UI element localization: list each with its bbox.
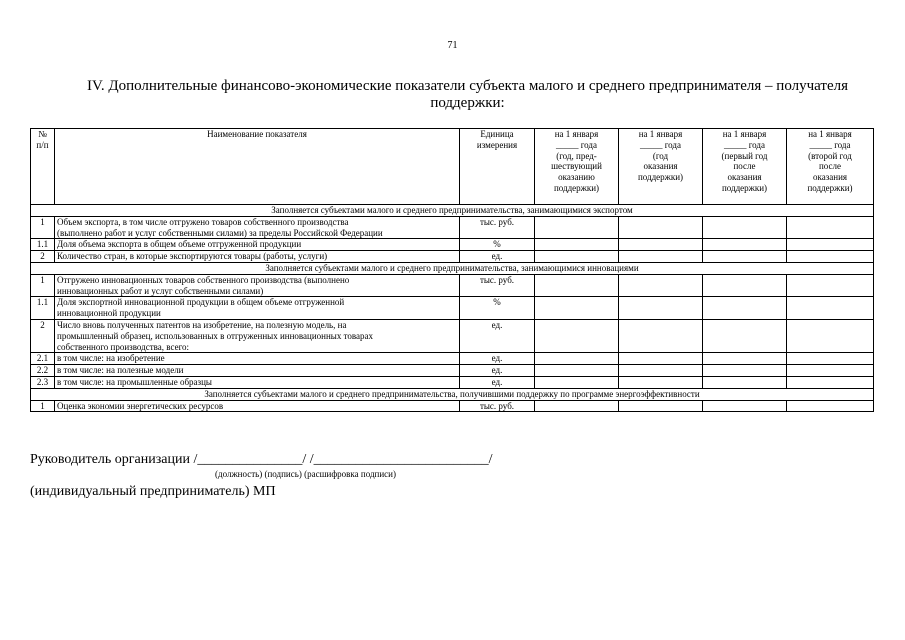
value-cell[interactable] xyxy=(787,400,874,412)
value-cell[interactable] xyxy=(619,365,703,377)
indicator-name xyxy=(55,297,460,320)
unit-cell: ед. xyxy=(460,353,535,365)
page-number: 71 xyxy=(447,40,458,51)
header-name: Наименование показателя xyxy=(55,129,460,205)
value-cell[interactable] xyxy=(703,274,787,297)
value-cell[interactable] xyxy=(703,216,787,239)
indicator-name xyxy=(55,353,460,365)
value-cell[interactable] xyxy=(535,239,619,251)
page-title xyxy=(50,78,885,112)
table-row xyxy=(31,400,874,412)
indicator-name-line: Оценка экономии энергетических ресурсов xyxy=(57,400,224,411)
value-cell[interactable] xyxy=(703,376,787,388)
value-cell[interactable] xyxy=(787,274,874,297)
value-cell[interactable] xyxy=(787,216,874,239)
value-cell[interactable] xyxy=(787,239,874,251)
indicator-name-line: Доля экспортной инновационной продукции в общем объеме отгруженной xyxy=(57,297,345,308)
indicator-name xyxy=(55,400,460,412)
indicator-name xyxy=(55,274,460,297)
indicator-name-line: Число вновь полученных патентов на изобретение, на полезную модель, на xyxy=(57,319,347,330)
value-cell[interactable] xyxy=(619,251,703,263)
row-number: 2.2 xyxy=(31,365,55,377)
row-number: 2.1 xyxy=(31,353,55,365)
indicator-name-line: инновационных работ и услуг собственными силами) xyxy=(57,285,264,296)
table-row xyxy=(31,365,874,377)
entrepreneur-line: (индивидуальный предприниматель) МП xyxy=(30,484,276,499)
header-col-1: на 1 января _____ года (год, пред- шествующий оказанию поддержки) xyxy=(535,129,619,205)
indicator-name-line: в том числе: на изобретение xyxy=(57,353,165,364)
value-cell[interactable] xyxy=(619,239,703,251)
value-cell[interactable] xyxy=(787,319,874,352)
value-cell[interactable] xyxy=(787,297,874,320)
row-number: 2 xyxy=(31,251,55,263)
value-cell[interactable] xyxy=(535,400,619,412)
value-cell[interactable] xyxy=(619,319,703,352)
header-col-2: на 1 января _____ года (год оказания поддержки) xyxy=(619,129,703,205)
indicators-table xyxy=(30,128,874,412)
table-row xyxy=(31,376,874,388)
value-cell[interactable] xyxy=(703,319,787,352)
unit-cell: ед. xyxy=(460,365,535,377)
indicator-name-line: инновационной продукции xyxy=(57,308,161,319)
indicator-name xyxy=(55,251,460,263)
signature-hint: (должность) (подпись) (расшифровка подписи) xyxy=(215,469,396,479)
indicator-name xyxy=(55,365,460,377)
value-cell[interactable] xyxy=(703,239,787,251)
value-cell[interactable] xyxy=(703,353,787,365)
header-col-3: на 1 января _____ года (первый год после оказания поддержки) xyxy=(703,129,787,205)
indicator-name-line: Количество стран, в которые экспортируются товары (работы, услуги) xyxy=(57,251,328,262)
row-number: 2 xyxy=(31,319,55,352)
table-row xyxy=(31,319,874,352)
row-number: 1 xyxy=(31,216,55,239)
unit-cell: тыс. руб. xyxy=(460,274,535,297)
title-line-2: поддержки: xyxy=(430,95,505,111)
row-number: 1.1 xyxy=(31,239,55,251)
indicator-name xyxy=(55,216,460,239)
indicator-name-line: Объем экспорта, в том числе отгружено товаров собственного производства xyxy=(57,216,349,227)
value-cell[interactable] xyxy=(535,274,619,297)
indicator-name-line: Отгружено инновационных товаров собственного производства (выполнено xyxy=(57,274,350,285)
indicator-name-line: промышленный образец, использованных в отгруженных инновационных товарах xyxy=(57,330,374,341)
unit-cell: тыс. руб. xyxy=(460,216,535,239)
value-cell[interactable] xyxy=(787,251,874,263)
indicator-name-line: собственного производства, всего: xyxy=(57,341,190,352)
table-row xyxy=(31,274,874,297)
value-cell[interactable] xyxy=(787,376,874,388)
section-title: Заполняется субъектами малого и среднего предпринимательства, занимающимися экспортом xyxy=(31,205,874,217)
row-number: 1.1 xyxy=(31,297,55,320)
table-row xyxy=(31,251,874,263)
row-number: 2.3 xyxy=(31,376,55,388)
section-row xyxy=(31,388,874,400)
unit-cell: ед. xyxy=(460,251,535,263)
title-line-1: IV. Дополнительные финансово-экономические показатели субъекта малого и среднего предпринимателя – получателя xyxy=(86,78,849,94)
unit-cell: % xyxy=(460,297,535,320)
value-cell[interactable] xyxy=(535,365,619,377)
unit-cell: ед. xyxy=(460,319,535,352)
value-cell[interactable] xyxy=(535,216,619,239)
value-cell[interactable] xyxy=(619,274,703,297)
value-cell[interactable] xyxy=(535,297,619,320)
table-row xyxy=(31,297,874,320)
table-header-row xyxy=(31,129,874,205)
section-row xyxy=(31,262,874,274)
table-body xyxy=(31,205,874,412)
value-cell[interactable] xyxy=(703,251,787,263)
value-cell[interactable] xyxy=(535,319,619,352)
value-cell[interactable] xyxy=(619,400,703,412)
table-row xyxy=(31,239,874,251)
indicator-name xyxy=(55,319,460,352)
value-cell[interactable] xyxy=(535,251,619,263)
row-number: 1 xyxy=(31,400,55,412)
table-row xyxy=(31,216,874,239)
unit-cell: ед. xyxy=(460,376,535,388)
value-cell[interactable] xyxy=(619,353,703,365)
indicator-name-line: (выполнено работ и услуг собственными силами) за пределы Российской Федерации xyxy=(57,227,383,238)
indicator-name-line: в том числе: на промышленные образцы xyxy=(57,376,212,387)
unit-cell: % xyxy=(460,239,535,251)
header-unit: Единица измерения xyxy=(460,129,535,205)
row-number: 1 xyxy=(31,274,55,297)
value-cell[interactable] xyxy=(535,376,619,388)
unit-cell: тыс. руб. xyxy=(460,400,535,412)
signature-line: Руководитель организации /_______________/ /_________________________/ xyxy=(30,452,493,467)
table-row xyxy=(31,353,874,365)
value-cell[interactable] xyxy=(619,216,703,239)
section-row xyxy=(31,205,874,217)
value-cell[interactable] xyxy=(703,365,787,377)
header-num: № п/п xyxy=(31,129,55,205)
value-cell[interactable] xyxy=(787,353,874,365)
value-cell[interactable] xyxy=(787,365,874,377)
section-title: Заполняется субъектами малого и среднего предпринимательства, получившими поддержку по программе энергоэффективности xyxy=(31,388,874,400)
value-cell[interactable] xyxy=(619,376,703,388)
value-cell[interactable] xyxy=(703,297,787,320)
value-cell[interactable] xyxy=(535,353,619,365)
header-col-4: на 1 января _____ года (второй год после оказания поддержки) xyxy=(787,129,874,205)
indicator-name xyxy=(55,239,460,251)
indicator-name-line: в том числе: на полезные модели xyxy=(57,365,184,376)
indicator-name xyxy=(55,376,460,388)
indicator-name-line: Доля объема экспорта в общем объеме отгруженной продукции xyxy=(57,239,302,250)
value-cell[interactable] xyxy=(619,297,703,320)
value-cell[interactable] xyxy=(703,400,787,412)
section-title: Заполняется субъектами малого и среднего предпринимательства, занимающимися инновациями xyxy=(31,262,874,274)
